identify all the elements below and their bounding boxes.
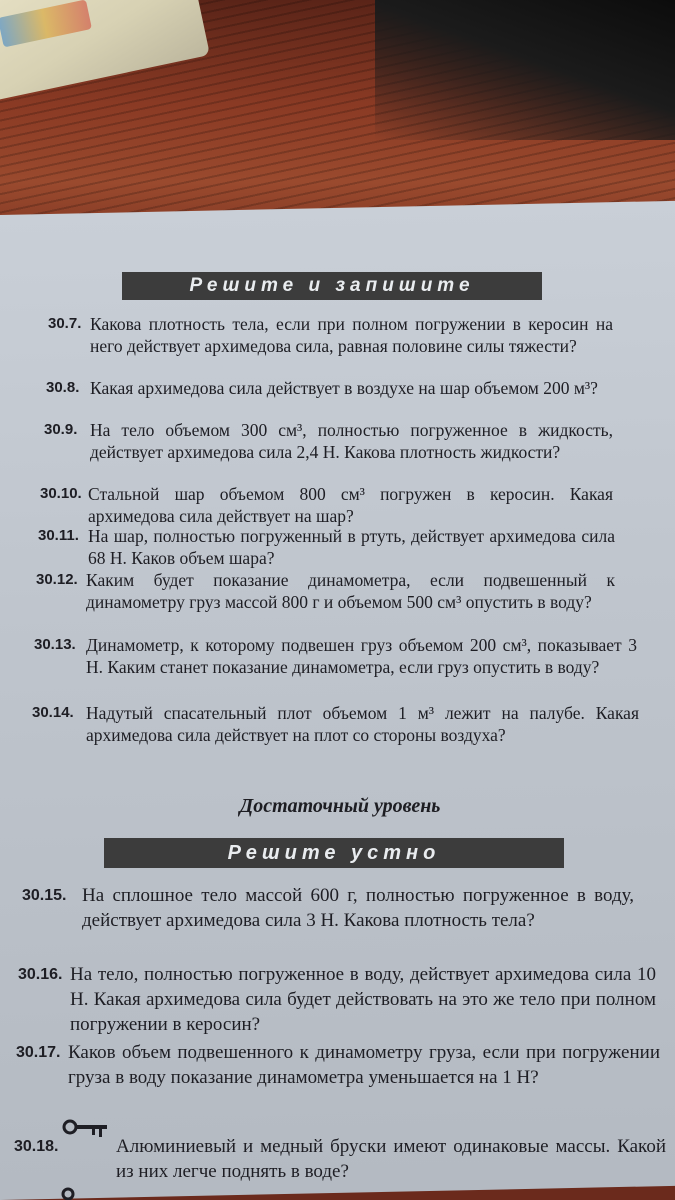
table-shadow: [375, 0, 675, 140]
problem-text: На тело объемом 300 см³, полностью погруженное в жидкость, действует архимедова сила 2,4 Н. Какова плотность жидкости?: [90, 420, 613, 462]
problem-30-18: [14, 1134, 666, 1184]
problem-30-8: [46, 377, 613, 399]
problem-number: 30.11.: [38, 527, 79, 544]
section-banner-oral: Решите устно: [104, 838, 564, 868]
problem-text: Алюминиевый и медный бруски имеют одинаковые массы. Какой из них легче поднять в воде?: [116, 1136, 666, 1182]
problem-number: 30.7.: [48, 315, 82, 332]
problem-number: 30.16.: [18, 966, 63, 983]
problem-number: 30.12.: [36, 571, 78, 588]
problem-30-7: [48, 313, 613, 357]
problem-30-10: [40, 483, 613, 527]
problem-text: Каким будет показание динамометра, если подвешенный к динамометру груз массой 800 г и объемом 500 см³ опустить в воду?: [86, 570, 615, 612]
problem-30-15: [22, 883, 634, 933]
problem-text: Стальной шар объемом 800 см³ погружен в керосин. Какая архимедова сила действует на шар?: [88, 484, 613, 526]
problem-number: 30.17.: [16, 1044, 61, 1061]
problem-text: Динамометр, к которому подвешен груз объемом 200 см³, показывает 3 Н. Каким станет показание динамометра, если груз опустить в воду?: [86, 635, 637, 677]
problem-30-12: [36, 569, 615, 613]
problem-30-17: [16, 1040, 660, 1090]
problem-number: 30.18.: [14, 1138, 59, 1155]
problem-number: 30.14.: [32, 704, 74, 721]
problem-text: На тело, полностью погруженное в воду, действует архимедова сила 10 Н. Какая архимедова сила будет действовать на это же тело при полном погружении в керосин?: [70, 964, 656, 1035]
cover-illustration: [0, 0, 92, 47]
key-icon: [60, 1184, 80, 1200]
problem-text: На шар, полностью погруженный в ртуть, действует архимедова сила 68 Н. Каков объем шара?: [88, 526, 615, 568]
problem-number: 30.9.: [44, 421, 78, 438]
problem-text: Каков объем подвешенного к динамометру груза, если при погружении груза в воду показание динамометра уменьшается на 1 Н?: [68, 1042, 660, 1088]
problem-30-11: [38, 525, 615, 569]
problem-30-14: [32, 702, 639, 746]
problem-30-13: [34, 634, 637, 678]
problem-30-9: [44, 419, 613, 463]
problem-text: На сплошное тело массой 600 г, полностью погруженное в воду, действует архимедова сила 3 Н. Какова плотность тела?: [82, 885, 634, 931]
problem-number: 30.10.: [40, 485, 82, 502]
problem-number: 30.15.: [22, 887, 67, 904]
problem-text: Какая архимедова сила действует в воздухе на шар объемом 200 м³?: [90, 378, 598, 398]
section-banner-write: Решите и запишите: [122, 272, 542, 300]
level-heading: Достаточный уровень: [239, 795, 441, 817]
problem-number: 30.8.: [46, 379, 80, 396]
problem-text: Надутый спасательный плот объемом 1 м³ лежит на палубе. Какая архимедова сила действует на плот со стороны воздуха?: [86, 703, 639, 745]
problem-30-16: [18, 962, 656, 1037]
key-icon: [62, 1118, 110, 1142]
problem-number: 30.13.: [34, 636, 76, 653]
problem-text: Какова плотность тела, если при полном погружении в керосин на него действует архимедова сила, равная половине силы тяжести?: [90, 314, 613, 356]
